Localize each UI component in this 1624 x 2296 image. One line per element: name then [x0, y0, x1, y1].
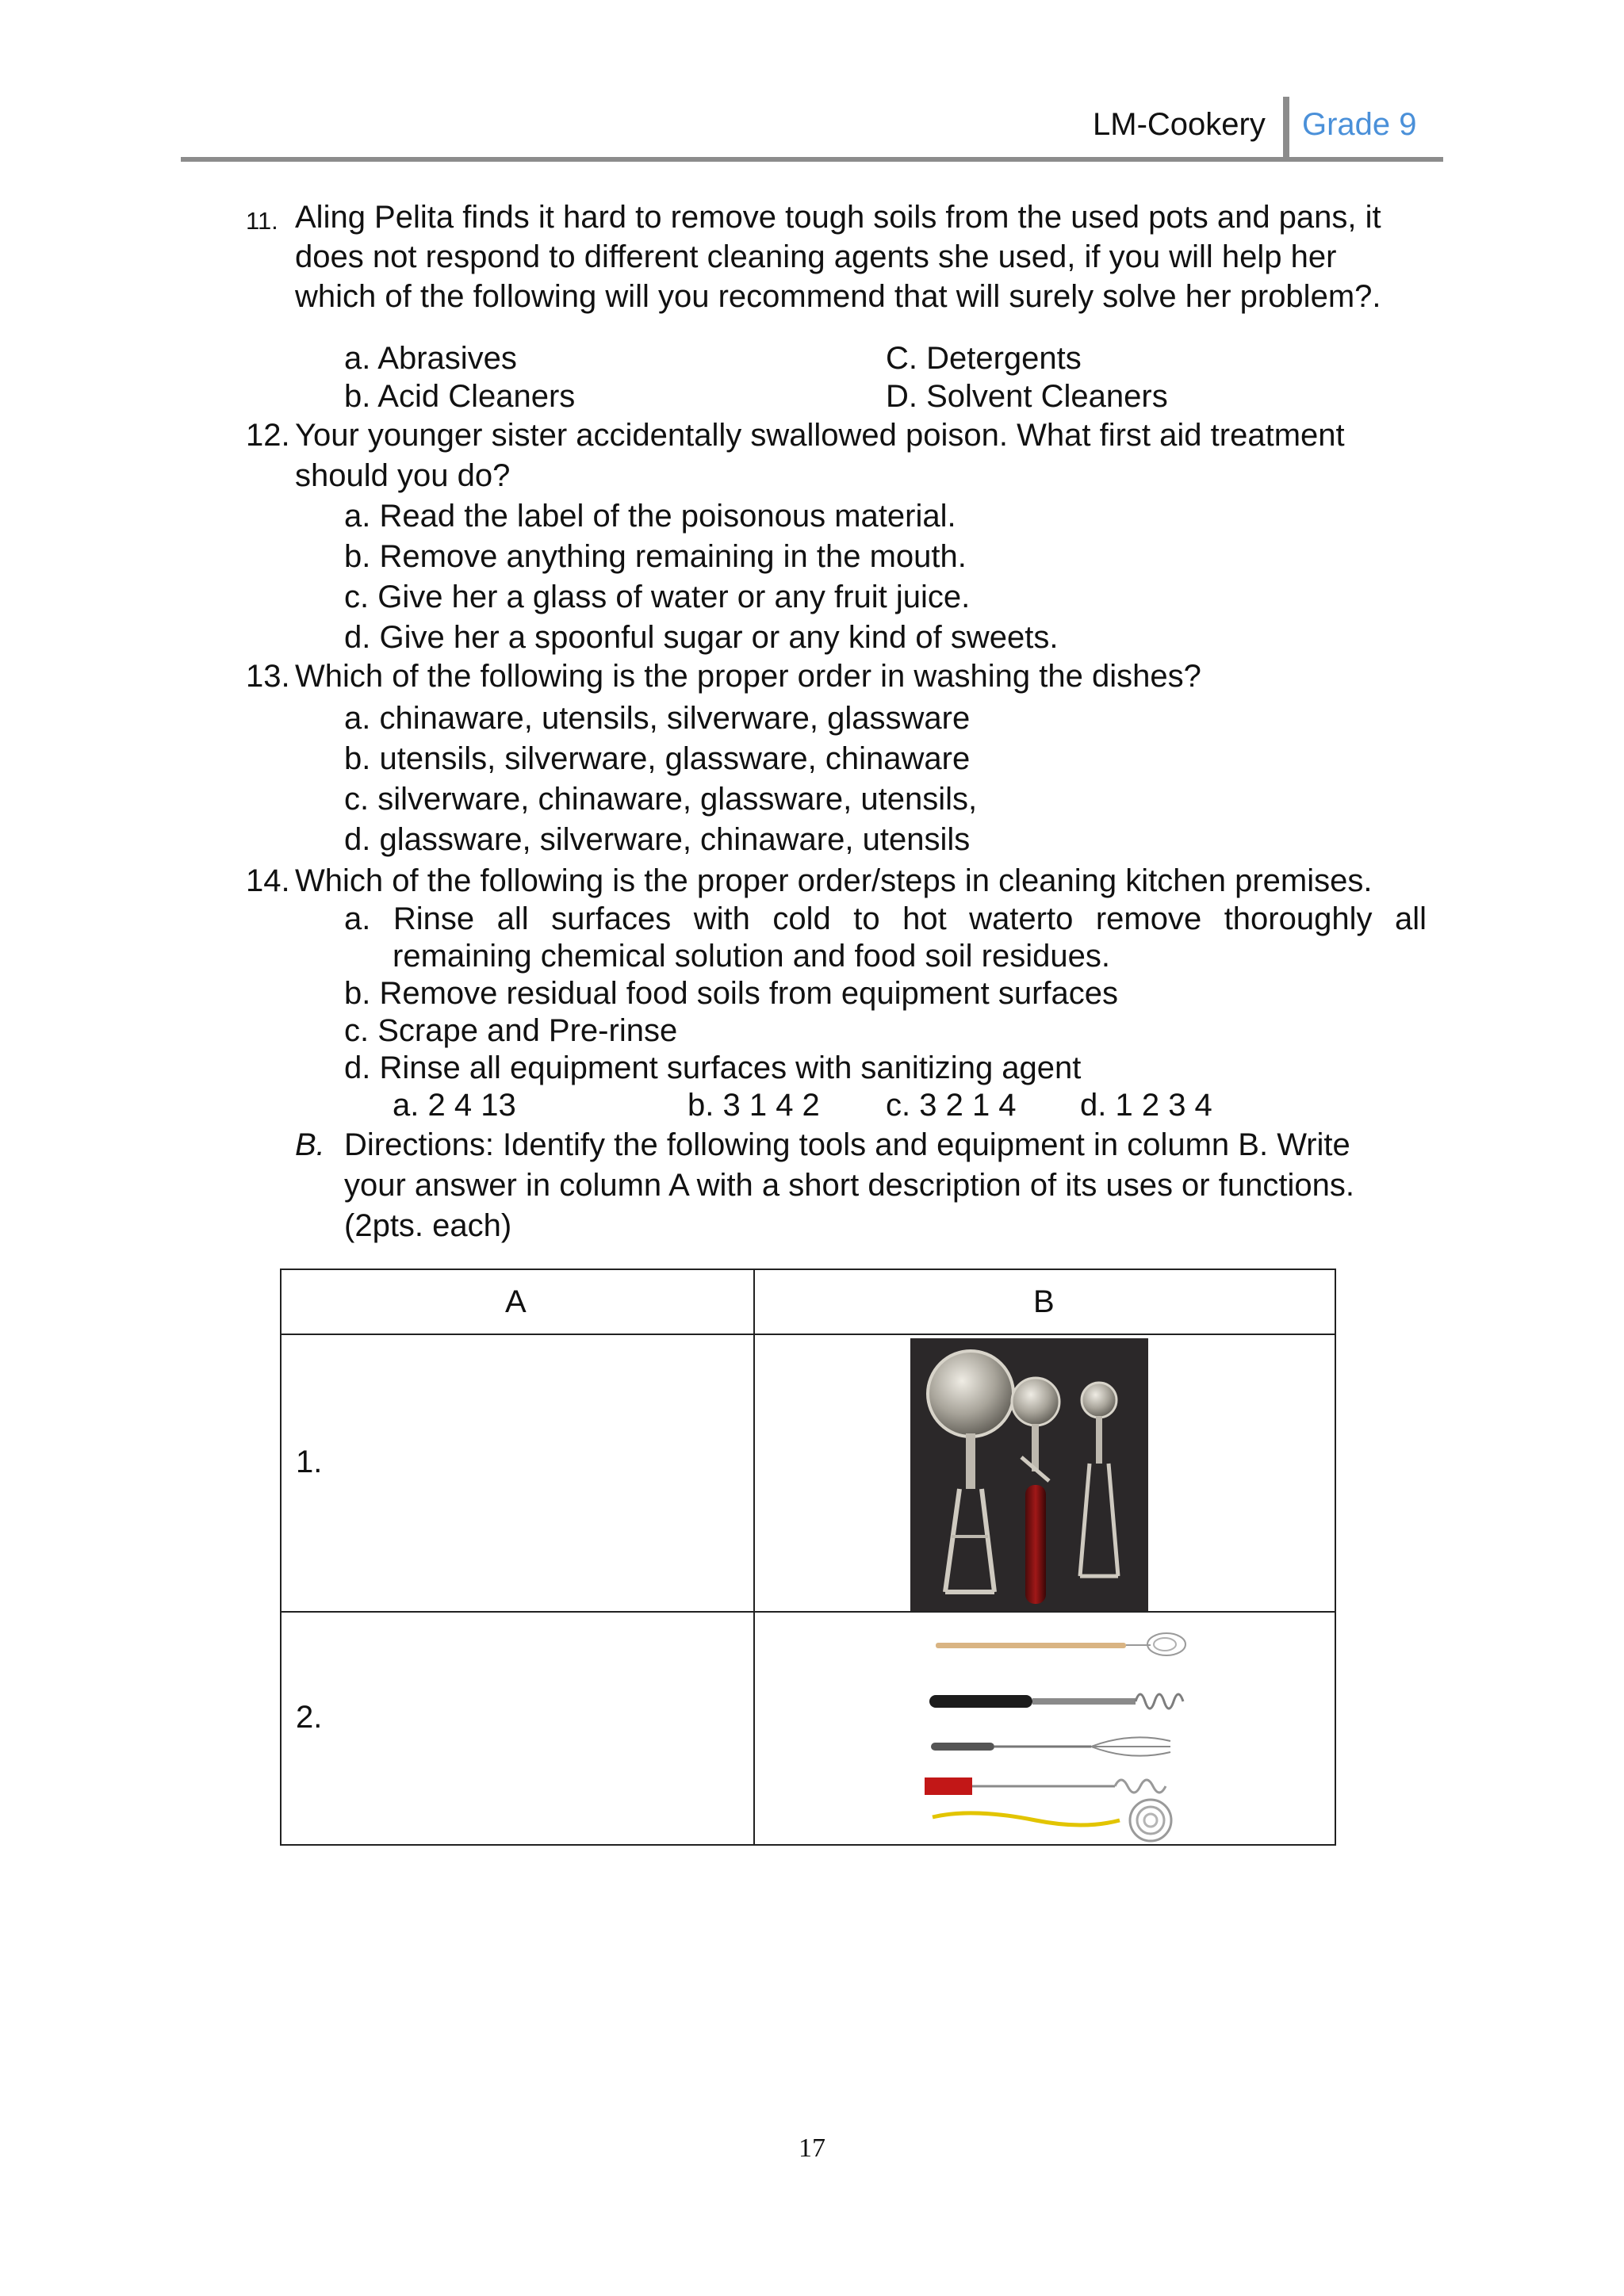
option-b: b. Remove residual food soils from equipment surfaces	[344, 976, 1119, 1011]
option-d: d. glassware, silverware, chinaware, utensils	[344, 822, 971, 857]
option-d: d. Give her a spoonful sugar or any kind of sweets.	[344, 620, 1059, 655]
option-c: c. Give her a glass of water or any fruit juice.	[344, 580, 971, 614]
answer-choice-b: b. 3 1 4 2	[688, 1088, 820, 1123]
option-c: C. Detergents	[886, 341, 1082, 376]
ice-cream-scoops-image	[910, 1338, 1148, 1611]
question-text: which of the following will you recommend that will surely solve her problem?.	[295, 279, 1381, 314]
row-number: 2.	[296, 1700, 323, 1735]
option-a: a. Abrasives	[344, 341, 517, 376]
directions-text: your answer in column A with a short description of its uses or functions.	[344, 1168, 1354, 1203]
option-b: b. utensils, silverware, glassware, chinaware	[344, 741, 971, 776]
whisks-image	[925, 1627, 1191, 1844]
option-a: a. chinaware, utensils, silverware, glassware	[344, 701, 971, 736]
option-a-continued: remaining chemical solution and food soil residues.	[393, 939, 1110, 974]
grade-label: Grade 9	[1302, 107, 1417, 142]
column-header-a: A	[505, 1284, 527, 1319]
answer-choice-d: d. 1 2 3 4	[1080, 1088, 1212, 1123]
question-text: Aling Pelita finds it hard to remove tough soils from the used pots and pans, it	[295, 200, 1381, 235]
question-text: Which of the following is the proper order in washing the dishes?	[295, 659, 1201, 694]
answer-choice-a: a. 2 4 13	[393, 1088, 516, 1123]
question-text: Your younger sister accidentally swallowed poison. What first aid treatment	[295, 418, 1345, 453]
header-separator	[1283, 97, 1289, 159]
question-text: does not respond to different cleaning agents she used, if you will help her	[295, 239, 1337, 274]
question-number: 13.	[246, 659, 290, 694]
row-number: 1.	[296, 1445, 323, 1479]
header-row-divider	[282, 1334, 1335, 1335]
row-divider	[282, 1611, 1335, 1613]
question-text: Which of the following is the proper order/steps in cleaning kitchen premises.	[295, 863, 1373, 898]
option-a: a. Rinse all surfaces with cold to hot waterto remove thoroughly all	[344, 901, 1427, 936]
option-d: d. Rinse all equipment surfaces with sanitizing agent	[344, 1050, 1082, 1085]
option-b: b. Remove anything remaining in the mouth.	[344, 539, 967, 574]
directions-text: Directions: Identify the following tools and equipment in column B. Write	[344, 1127, 1350, 1162]
question-text: should you do?	[295, 458, 511, 493]
option-a: a. Read the label of the poisonous material.	[344, 499, 956, 534]
column-divider	[753, 1270, 755, 1844]
section-letter: B.	[295, 1127, 325, 1162]
document-title: LM-Cookery	[1093, 107, 1266, 142]
answer-choice-c: c. 3 2 1 4	[886, 1088, 1017, 1123]
page-number: 17	[799, 2133, 825, 2163]
option-c: c. Scrape and Pre-rinse	[344, 1013, 678, 1048]
option-b: b. Acid Cleaners	[344, 379, 576, 414]
question-number: 12.	[246, 418, 290, 453]
directions-text: (2pts. each)	[344, 1208, 512, 1243]
header-rule	[181, 157, 1443, 162]
column-header-b: B	[1033, 1284, 1055, 1319]
question-number: 11.	[246, 207, 278, 235]
option-d: D. Solvent Cleaners	[886, 379, 1168, 414]
question-number: 14.	[246, 863, 290, 898]
option-c: c. silverware, chinaware, glassware, utensils,	[344, 782, 978, 817]
